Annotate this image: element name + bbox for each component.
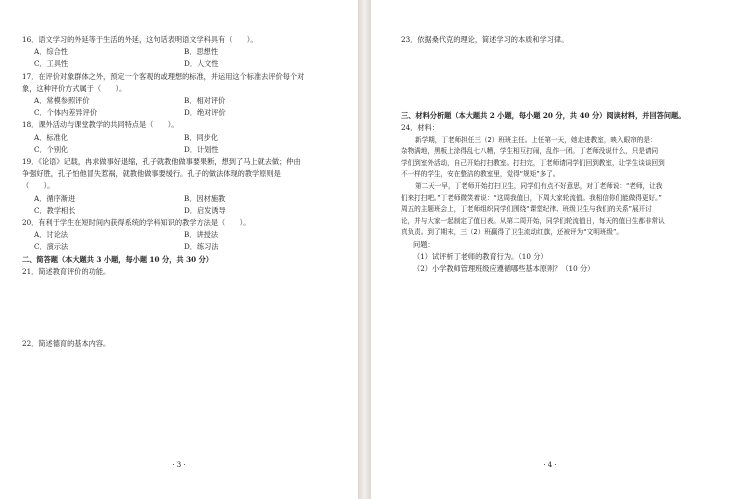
- question-19-line3: （ ）。: [22, 181, 55, 191]
- option: A．讨论法: [34, 230, 68, 240]
- sub-question-2: （2）小学教师管理班级应遵循哪些基本原则？（10 分）: [413, 264, 595, 274]
- questions-label: 问题：: [413, 239, 435, 249]
- option: B．讲授法: [184, 230, 219, 240]
- page-gutter: [358, 0, 371, 499]
- question-22: 22．简述德育的基本内容。: [22, 339, 111, 349]
- question-23: 23．依据桑代克的理论，简述学习的本质和学习律。: [401, 35, 569, 44]
- question-21: 21．简述教育评价的功能。: [22, 266, 111, 276]
- material-line: 杂物满地，黑板上涂得乱七八糟，学生相互打闹，乱作一团。丁老师没说什么，只是请同: [401, 147, 659, 156]
- section-heading-3: 三、材料分析题（本大题共 2 小题，每小题 20 分，共 40 分）阅读材料，并回答问题。: [401, 111, 686, 121]
- sub-question-1: （1）试评析丁老师的教育行为。（10 分）: [413, 252, 548, 262]
- question-18: 18．课外活动与课堂教学的共同特点是（ ）。: [22, 120, 179, 130]
- option: C．教学相长: [34, 205, 76, 215]
- option: D．人文性: [184, 59, 219, 69]
- option: C．工具性: [34, 59, 69, 69]
- option: D．绝对评价: [184, 108, 226, 118]
- material-line: 们来打扫吧。”丁老师微笑着说：“这周我值日，下周大家轮流值。我相信你们能做得更好。”: [401, 193, 662, 202]
- page-3: [0, 0, 358, 499]
- options-19: [22, 193, 336, 217]
- question-16: 16．语文学习的外延等于生活的外延，这句话表明语文学科具有（ ）。: [22, 35, 258, 44]
- option: C．演示法: [34, 242, 69, 252]
- option: B．同步化: [184, 132, 219, 142]
- option: D．启发诱导: [184, 205, 226, 215]
- question-19-line1: 19．《论语》记载，冉求做事好退缩，孔子就教他做事要果断，想到了马上就去做；仲由: [22, 157, 301, 167]
- option: C．个体内差异评价: [34, 108, 98, 118]
- material-line: 不一样的学生，安在整洁的教室里，觉得“规矩”多了。: [401, 170, 560, 179]
- page-number: · 3 ·: [172, 461, 186, 469]
- options-18: [22, 132, 336, 156]
- question-17-line2: 象，这种评价方式属于（ ）。: [22, 83, 127, 93]
- material-line: 第二天一早，丁老师开始打扫卫生，同学们有点不好意思，对丁老师说：“老师，让我: [415, 181, 663, 190]
- material-line: 论，并与大家一起制定了值日表。从第二周开始，同学们轮流值日，每天的值日生都非常认: [401, 216, 665, 225]
- option: B．思想性: [184, 47, 219, 57]
- option: A．循序渐进: [34, 193, 76, 203]
- question-19-line2: 争强好胜，孔子怕他冒失惹祸，就教他做事要缓行。孔子的做法体现的教学原则是: [22, 169, 281, 179]
- page-number: · 4 ·: [543, 461, 557, 469]
- material-line: 新学期，丁老师担任三（2）班班主任。上任第一天，她走进教室，映入眼帘的是：: [415, 135, 657, 144]
- option: B．相对评价: [184, 96, 226, 106]
- material-line: 真负责。到了期末，三（2）班赢得了卫生流动红旗，还被评为“文明班级”。: [401, 228, 624, 237]
- options-16: [22, 46, 336, 70]
- question-24: 24．材料：: [401, 123, 439, 133]
- option: C．个别化: [34, 144, 69, 154]
- page-4: [371, 0, 729, 499]
- option: D．练习法: [184, 242, 219, 252]
- material-line: 学们到室外活动，自己开始打扫教室。打扫完，丁老师请同学们回到教室，让学生谈谈回到: [401, 158, 665, 167]
- options-20: [22, 229, 336, 253]
- option: A．综合性: [34, 47, 68, 57]
- question-17-line1: 17．在评价对象群体之外，预定一个客观的或理想的标准，并运用这个标准去评价每个对: [22, 71, 305, 81]
- option: A．标准化: [34, 132, 68, 142]
- section-heading-2: 二、简答题（本大题共 3 小题，每小题 10 分，共 30 分）: [22, 254, 213, 264]
- material-line: 周五的主题班会上，丁老师组织同学们围绕“课堂纪律、班级卫生与我们的关系”展开讨: [401, 205, 652, 214]
- options-17: [22, 95, 336, 119]
- option: B．因材施教: [184, 193, 226, 203]
- question-20: 20．有利于学生在短时间内获得系统的学科知识的教学方法是（ ）。: [22, 218, 251, 228]
- option: A．常模参照评价: [34, 96, 90, 106]
- option: D．计划性: [184, 144, 219, 154]
